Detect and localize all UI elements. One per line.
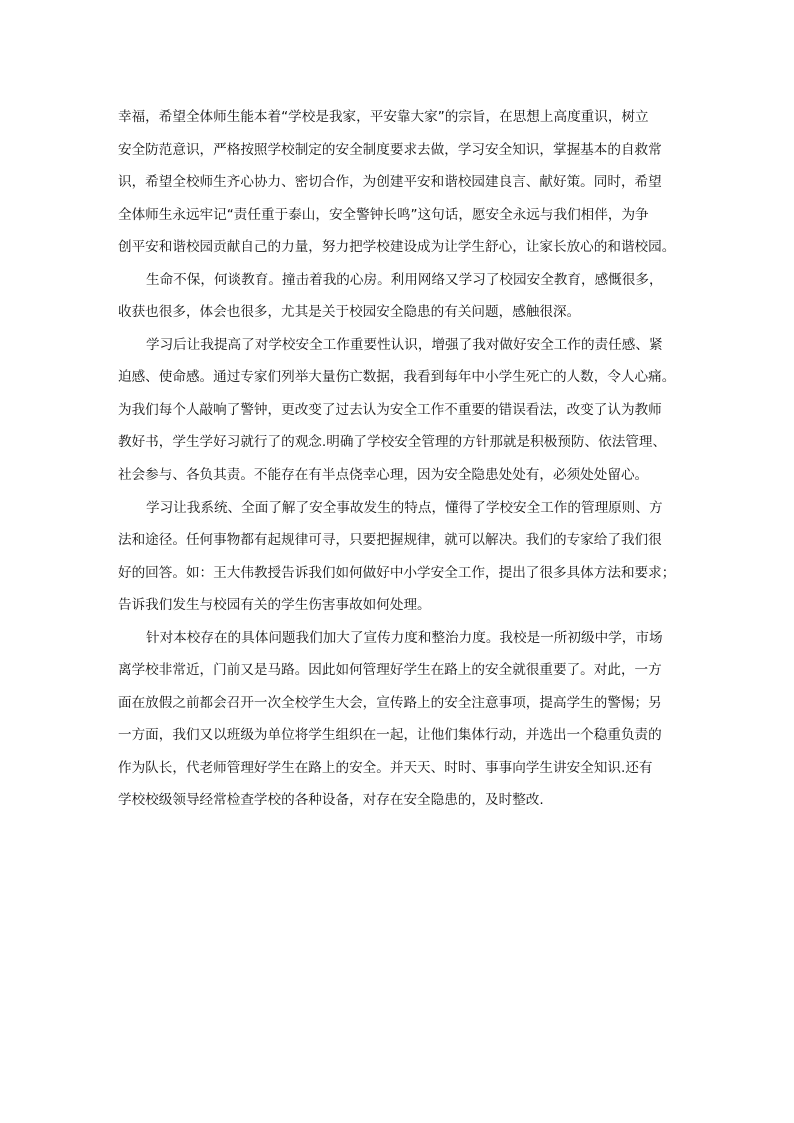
text-line: 创平安和谐校园贡献自己的力量，努力把学校建设成为让学生舒心，让家长放心的和谐校园。 xyxy=(118,239,676,256)
text-line: 学校校级领导经常检查学校的各种设备，对存在安全隐患的，及时整改. xyxy=(118,792,544,809)
paragraph-first-line: 生命不保，何谈教育。撞击着我的心房。利用网络又学习了校园安全教育，感慨很多， xyxy=(146,271,663,288)
text-line: 迫感、使命感。通过专家们列举大量伤亡数据，我看到每年中小学生死亡的人数，令人心痛。 xyxy=(118,369,676,386)
paragraph-first-line: 学习后让我提高了对学校安全工作重要性认识，增强了我对做好安全工作的责任感、紧 xyxy=(146,336,663,353)
paragraph-first-line: 针对本校存在的具体问题我们加大了宣传力度和整治力度。我校是一所初级中学，市场 xyxy=(146,629,663,646)
text-line: 好的回答。如：王大伟教授告诉我们如何做好中小学安全工作，提出了很多具体方法和要求； xyxy=(118,564,676,581)
paragraph-first-line: 学习让我系统、全面了解了安全事故发生的特点，懂得了学校安全工作的管理原则、方 xyxy=(146,499,663,516)
text-line: 安全防范意识，严格按照学校制定的安全制度要求去做，学习安全知识，掌握基本的自救常 xyxy=(118,141,662,158)
text-line: 幸福，希望全体师生能本着“学校是我家，平安靠大家”的宗旨，在思想上高度重识，树立 xyxy=(118,109,649,125)
document-body xyxy=(118,101,680,817)
text-line: 面在放假之前都会召开一次全校学生大会，宣传路上的安全注意事项，提高学生的警惕；另 xyxy=(118,694,662,711)
text-line: 教好书，学生学好习就行了的观念.明确了学校安全管理的方针那就是积极预防、依法管理、 xyxy=(118,434,667,451)
text-line: 收获也很多，体会也很多，尤其是关于校园安全隐患的有关问题，感触很深。 xyxy=(118,304,581,321)
text-line: 作为队长，代老师管理好学生在路上的安全。并天天、时时、事事向学生讲安全知识.还有 xyxy=(118,759,653,776)
text-line: 为我们每个人敲响了警钟，更改变了过去认为安全工作不重要的错误看法，改变了认为教师 xyxy=(118,401,662,418)
text-line: 识，希望全校师生齐心协力、密切合作，为创建平安和谐校园建良言、献好策。同时，希望 xyxy=(118,174,662,191)
text-line: 告诉我们发生与校园有关的学生伤害事故如何处理。 xyxy=(118,597,431,614)
text-line: 法和途径。任何事物都有起规律可寻，只要把握规律，就可以解决。我们的专家给了我们很 xyxy=(118,532,662,549)
text-line: 一方面，我们又以班级为单位将学生组织在一起，让他们集体行动，并选出一个稳重负责的 xyxy=(118,727,662,744)
text-line: 离学校非常近，门前又是马路。因此如何管理好学生在路上的安全就很重要了。对此，一方 xyxy=(118,662,662,679)
text-line: 全体师生永远牢记“责任重于泰山，安全警钟长鸣”这句话，愿安全永远与我们相伴，为争 xyxy=(118,206,649,223)
text-line: 社会参与、各负其责。不能存在有半点侥幸心理，因为安全隐患处处有，必须处处留心。 xyxy=(118,467,649,484)
